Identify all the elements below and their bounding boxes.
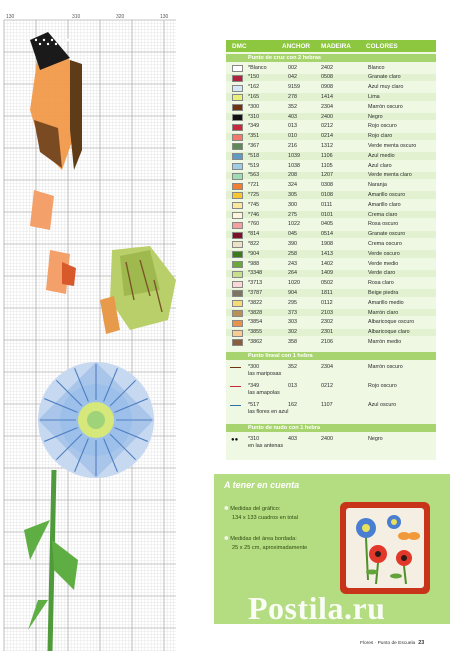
thread-row [226, 162, 436, 169]
thread-madeira: 1312 [321, 142, 333, 149]
thread-madeira: 1409 [321, 270, 333, 277]
thread-row [226, 172, 436, 179]
thread-swatch-icon [232, 183, 243, 190]
knot-dots-icon: ●● [231, 437, 239, 443]
thread-swatch-icon [232, 212, 243, 219]
watermark: Postila.ru [248, 590, 386, 626]
thread-swatch-icon [232, 134, 243, 141]
line-note: las mariposas [248, 371, 282, 377]
thread-madeira: 0214 [321, 133, 333, 140]
thread-madeira: 2301 [321, 329, 333, 336]
thread-madeira: 0508 [321, 74, 333, 81]
thread-swatch-icon [232, 65, 243, 72]
tip-item2-value: 25 x 25 cm, aproximadamente [232, 545, 308, 551]
thread-row [226, 211, 436, 218]
thread-row [226, 113, 436, 120]
thread-row [226, 250, 436, 257]
thread-row [226, 64, 436, 71]
thread-row [226, 74, 436, 81]
thread-anchor: 1039 [288, 152, 300, 159]
thread-dmc: *162 [248, 84, 260, 91]
thread-swatch-icon [232, 163, 243, 170]
thread-color: Azul muy claro [368, 84, 404, 91]
thread-anchor: 904 [288, 289, 297, 296]
thread-swatch-icon [232, 251, 243, 258]
line-dmc: *517 [248, 402, 260, 408]
thread-color: Azul claro [368, 162, 392, 169]
thread-madeira: 0908 [321, 84, 333, 91]
thread-anchor: 1038 [288, 162, 300, 169]
thread-color: Verde medio [368, 260, 399, 267]
thread-row [226, 338, 436, 345]
thread-color: Beige piedra [368, 289, 399, 296]
thread-color: Amarillo medio [368, 299, 404, 306]
thread-color: Amarillo oscuro [368, 191, 406, 198]
line-color: Marrón oscuro [368, 364, 403, 370]
thread-dmc: *3713 [248, 280, 263, 287]
thread-madeira: 0514 [321, 231, 333, 238]
thread-anchor: 243 [288, 260, 297, 267]
thread-anchor: 1022 [288, 221, 300, 228]
thread-color: Rojo claro [368, 133, 393, 140]
thread-color: Lima [368, 93, 380, 100]
line-swatch-icon [230, 367, 241, 368]
thread-row [226, 201, 436, 208]
thread-anchor: 1020 [288, 280, 300, 287]
thread-madeira: 2302 [321, 319, 333, 326]
thread-color: Marrón oscuro [368, 103, 403, 110]
thread-color: Blanco [368, 64, 385, 71]
thread-anchor: 278 [288, 93, 297, 100]
thread-madeira: 0111 [321, 201, 333, 208]
thread-swatch-icon [232, 192, 243, 199]
thread-row [226, 319, 436, 326]
section-line-stitch [226, 352, 436, 360]
line-note: las amapolas [248, 390, 280, 396]
thread-swatch-icon [232, 290, 243, 297]
thread-anchor: 042 [288, 74, 297, 81]
thread-madeira: 0212 [321, 123, 333, 130]
thread-dmc: *746 [248, 211, 260, 218]
thread-row [226, 152, 436, 159]
line-anchor: 352 [288, 364, 297, 370]
knot-note: en las antenas [248, 443, 284, 449]
thread-color: Albaricoque oscuro [368, 319, 415, 326]
tip-item2-label: ✽ Medidas del área bordada: [224, 536, 297, 542]
thread-row [226, 270, 436, 277]
line-note: las flores en azul [248, 409, 289, 415]
thread-swatch-icon [232, 202, 243, 209]
thread-madeira: 1207 [321, 172, 333, 179]
thread-row [226, 103, 436, 110]
thread-anchor: 403 [288, 113, 297, 120]
thread-dmc: *3822 [248, 299, 263, 306]
line-anchor: 162 [288, 402, 297, 408]
thread-dmc: *310 [248, 113, 260, 120]
thread-swatch-icon [232, 271, 243, 278]
leaf-icon: ✽ [224, 536, 229, 542]
section-line-label: Punto lineal con 1 hebra [248, 353, 313, 359]
leaf-icon: ✽ [224, 506, 229, 512]
thread-madeira: 2400 [321, 113, 333, 120]
thread-anchor: 352 [288, 103, 297, 110]
cushion-photo [334, 492, 436, 604]
section-knot-stitch [226, 424, 436, 432]
thread-color: Albaricoque claro [368, 329, 410, 336]
thread-row [226, 299, 436, 306]
thread-row [226, 280, 436, 287]
thread-color: Rosa oscuro [368, 221, 399, 228]
thread-color: Granate claro [368, 74, 401, 81]
thread-row [226, 84, 436, 91]
thread-swatch-icon [232, 232, 243, 239]
thread-dmc: *519 [248, 162, 260, 169]
page-number: 23 [418, 640, 425, 646]
tip-item1-label: ✽ Medidas del gráfico: [224, 506, 281, 512]
thread-madeira: 0308 [321, 182, 333, 189]
thread-row [226, 309, 436, 316]
thread-color: Marrón claro [368, 309, 399, 316]
thread-color: Granate oscuro [368, 231, 406, 238]
section-cross-label: Punto de cruz con 2 hebras [248, 55, 322, 61]
thread-anchor: 002 [288, 64, 297, 71]
line-dmc: *300 [248, 364, 260, 370]
thread-anchor: 373 [288, 309, 297, 316]
thread-anchor: 358 [288, 338, 297, 345]
line-swatch-icon [230, 405, 241, 406]
thread-anchor: 324 [288, 182, 297, 189]
line-anchor: 013 [288, 383, 297, 389]
thread-madeira: 1414 [321, 93, 333, 100]
header-anchor: ANCHOR [282, 42, 311, 50]
section-cross-stitch [226, 54, 436, 62]
thread-madeira: 2402 [321, 64, 333, 71]
thread-swatch-icon [232, 75, 243, 82]
thread-dmc: *Blanco [248, 64, 267, 71]
thread-swatch-icon [232, 300, 243, 307]
thread-dmc: *563 [248, 172, 260, 179]
section-knot-label: Punto de nudo con 1 hebra [248, 425, 321, 431]
ruler-label-3: 320 [116, 14, 125, 20]
thread-anchor: 208 [288, 172, 297, 179]
thread-color: Marrón medio [368, 338, 402, 345]
thread-madeira: 0502 [321, 280, 333, 287]
thread-madeira: 0108 [321, 191, 333, 198]
line-row [226, 364, 436, 381]
thread-madeira: 1402 [321, 260, 333, 267]
thread-dmc: *760 [248, 221, 260, 228]
thread-color: Amarillo claro [368, 201, 401, 208]
knot-dmc: *310 [248, 436, 260, 442]
thread-dmc: *822 [248, 240, 260, 247]
thread-dmc: *349 [248, 123, 260, 130]
thread-madeira: 1811 [321, 289, 333, 296]
thread-swatch-icon [232, 114, 243, 121]
thread-row [226, 182, 436, 189]
thread-swatch-icon [232, 241, 243, 248]
thread-row [226, 133, 436, 140]
thread-color: Rosa claro [368, 280, 394, 287]
thread-dmc: *814 [248, 231, 260, 238]
thread-color: Verde oscuro [368, 250, 400, 257]
thread-madeira: 0112 [321, 299, 333, 306]
thread-swatch-icon [232, 261, 243, 268]
thread-dmc: *3348 [248, 270, 263, 277]
thread-dmc: *300 [248, 103, 260, 110]
thread-color: Naranja [368, 182, 387, 189]
thread-swatch-icon [232, 173, 243, 180]
header-madeira: MADEIRA [321, 42, 351, 50]
thread-dmc: *721 [248, 182, 260, 189]
thread-dmc: *745 [248, 201, 260, 208]
ruler-label-1: 130 [6, 14, 15, 20]
line-madeira: 2304 [321, 364, 333, 370]
key-header [226, 40, 436, 52]
line-dmc: *349 [248, 383, 260, 389]
thread-dmc: *3862 [248, 338, 263, 345]
line-madeira: 0212 [321, 383, 333, 389]
thread-dmc: *351 [248, 133, 260, 140]
line-color: Azul oscuro [368, 402, 397, 408]
header-colores: COLORES [366, 42, 398, 50]
thread-anchor: 303 [288, 319, 297, 326]
line-row [226, 402, 436, 419]
thread-color: Verde claro [368, 270, 396, 277]
thread-madeira: 1413 [321, 250, 333, 257]
thread-color: Verde menta claro [368, 172, 412, 179]
knot-row [226, 436, 436, 452]
line-madeira: 1107 [321, 402, 333, 408]
thread-dmc: *988 [248, 260, 260, 267]
thread-swatch-icon [232, 143, 243, 150]
thread-row [226, 260, 436, 267]
thread-madeira: 1105 [321, 162, 333, 169]
thread-anchor: 305 [288, 191, 297, 198]
header-dmc: DMC [232, 42, 247, 50]
thread-anchor: 390 [288, 240, 297, 247]
thread-swatch-icon [232, 339, 243, 346]
thread-swatch-icon [232, 320, 243, 327]
thread-madeira: 0101 [321, 211, 333, 218]
thread-anchor: 9159 [288, 84, 300, 91]
thread-anchor: 010 [288, 133, 297, 140]
knot-color: Negro [368, 436, 383, 442]
thread-madeira: 1106 [321, 152, 333, 159]
thread-madeira: 2106 [321, 338, 333, 345]
thread-row [226, 142, 436, 149]
thread-anchor: 275 [288, 211, 297, 218]
thread-swatch-icon [232, 94, 243, 101]
chart-svg [0, 0, 180, 651]
thread-swatch-icon [232, 330, 243, 337]
thread-madeira: 0405 [321, 221, 333, 228]
thread-row [226, 221, 436, 228]
thread-anchor: 045 [288, 231, 297, 238]
thread-dmc: *3855 [248, 329, 263, 336]
line-row [226, 383, 436, 400]
thread-madeira: 2103 [321, 309, 333, 316]
thread-color: Crema claro [368, 211, 398, 218]
tip-item1-value: 134 x 133 cuadros en total [232, 515, 298, 521]
line-swatch-icon [230, 386, 241, 387]
page-footer [360, 640, 424, 646]
thread-color: Azul medio [368, 152, 395, 159]
thread-swatch-icon [232, 104, 243, 111]
thread-dmc: *3854 [248, 319, 263, 326]
thread-swatch-icon [232, 85, 243, 92]
thread-row [226, 231, 436, 238]
thread-row [226, 240, 436, 247]
thread-color: Negro [368, 113, 383, 120]
thread-swatch-icon [232, 153, 243, 160]
thread-anchor: 216 [288, 142, 297, 149]
footer-section: Flores · Punto de Escuela [360, 641, 416, 646]
thread-swatch-icon [232, 124, 243, 131]
thread-madeira: 2304 [321, 103, 333, 110]
ruler-label-4: 130 [160, 14, 169, 20]
ruler-label-2: 310 [72, 14, 81, 20]
thread-anchor: 302 [288, 329, 297, 336]
thread-madeira: 1908 [321, 240, 333, 247]
thread-dmc: *725 [248, 191, 260, 198]
thread-row [226, 329, 436, 336]
thread-row [226, 123, 436, 130]
thread-color: Crema oscuro [368, 240, 402, 247]
thread-dmc: *3828 [248, 309, 263, 316]
thread-anchor: 300 [288, 201, 297, 208]
knot-anchor: 403 [288, 436, 297, 442]
thread-swatch-icon [232, 310, 243, 317]
thread-color: Rojo oscuro [368, 123, 397, 130]
thread-key-panel [226, 40, 436, 460]
thread-dmc: *165 [248, 93, 260, 100]
tip-title: A tener en cuenta [224, 480, 300, 490]
thread-row [226, 191, 436, 198]
thread-anchor: 295 [288, 299, 297, 306]
thread-swatch-icon [232, 281, 243, 288]
thread-dmc: *3787 [248, 289, 263, 296]
thread-swatch-icon [232, 222, 243, 229]
cross-stitch-chart [0, 0, 180, 651]
thread-dmc: *904 [248, 250, 260, 257]
thread-dmc: *518 [248, 152, 260, 159]
line-color: Rojo oscuro [368, 383, 397, 389]
thread-color: Verde menta oscuro [368, 142, 417, 149]
thread-row [226, 289, 436, 296]
thread-anchor: 258 [288, 250, 297, 257]
thread-row [226, 93, 436, 100]
knot-madeira: 2400 [321, 436, 333, 442]
thread-dmc: *150 [248, 74, 260, 81]
thread-dmc: *367 [248, 142, 260, 149]
thread-anchor: 264 [288, 270, 297, 277]
thread-anchor: 013 [288, 123, 297, 130]
